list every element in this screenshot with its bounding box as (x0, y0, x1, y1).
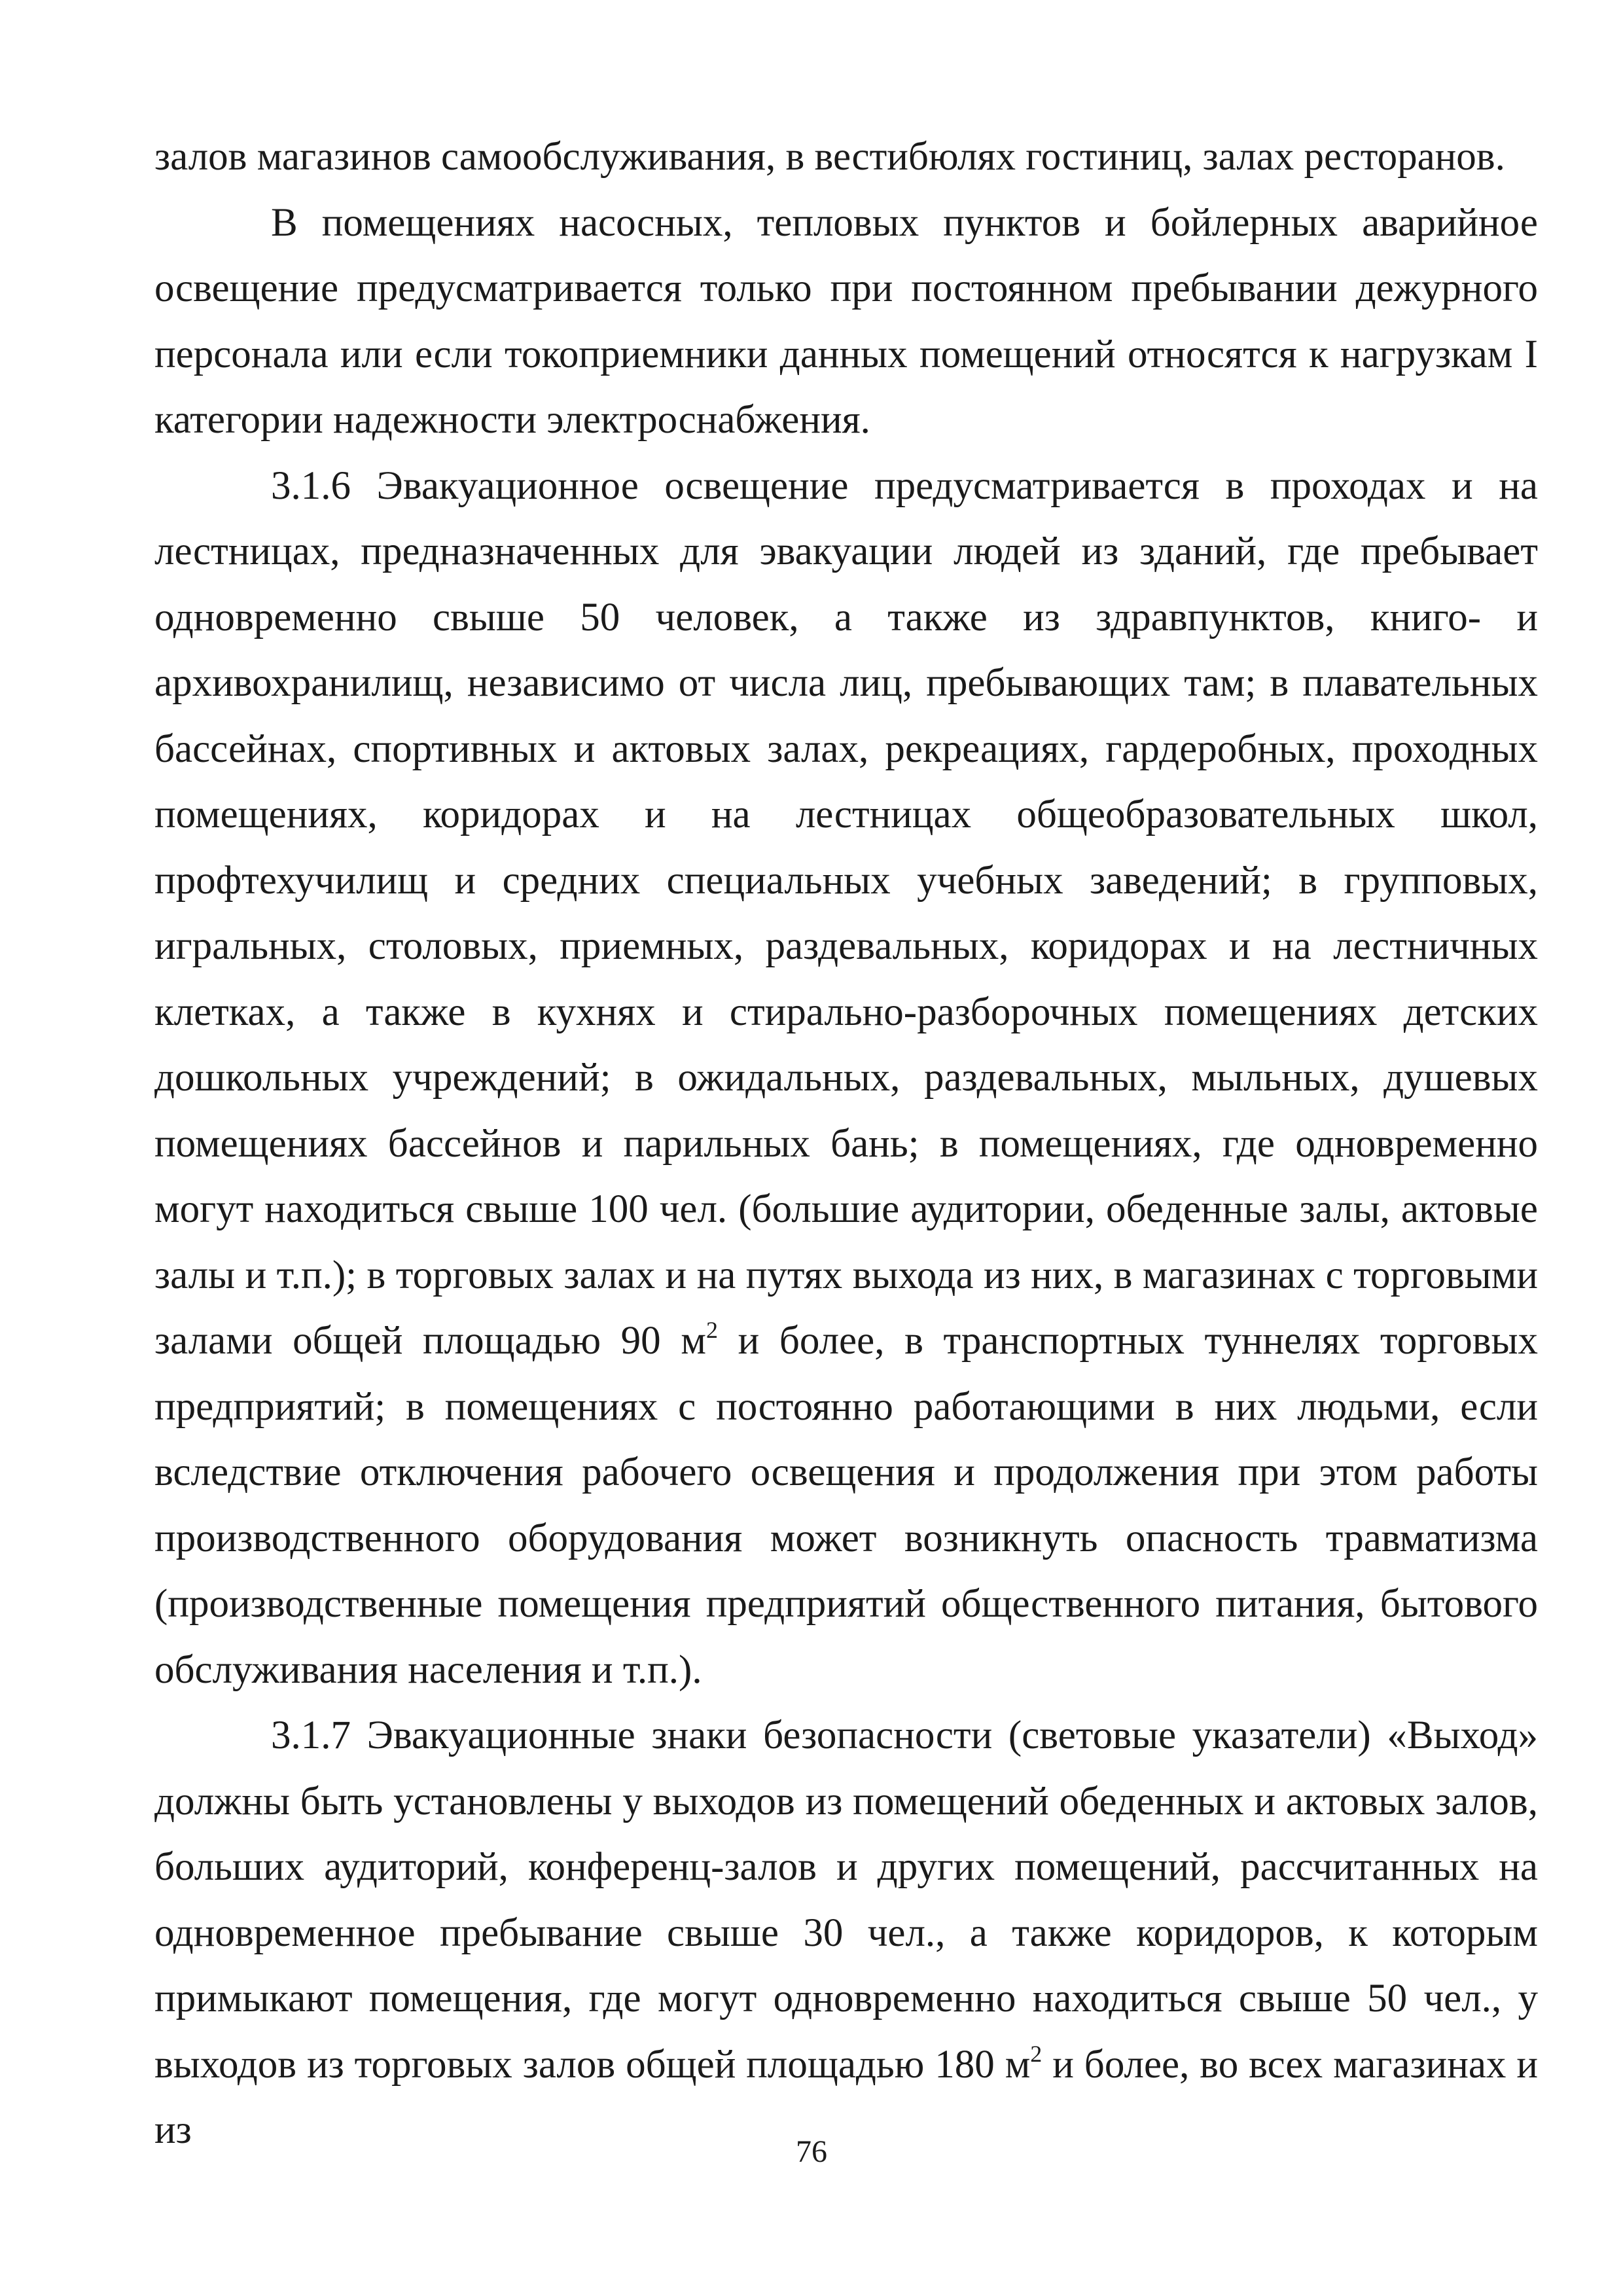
paragraph-1 (154, 124, 1538, 190)
paragraph-4-text-part-1: 3.1.7 Эвакуационные знаки безопасности (световые указатели) «Выход» должны быть установлены у выходов из помещений обеденных и актовых залов, больших аудиторий, конференц-залов и других помещений, рассчитанных на одновременное пребывание свыше 30 чел., а также коридоров, к которым примыкают помещения, где могут одновременно находиться свыше 50 чел., у выходов из торговых залов общей площадью 180 м (154, 1713, 1538, 2087)
superscript-squared: 2 (705, 1317, 718, 1343)
paragraph-3-text-part-1: 3.1.6 Эвакуационное освещение предусматривается в проходах и на лестницах, предназначенных для эвакуации людей из зданий, где пребывает одновременно свыше 50 человек, а также из здравпунктов, книго- и архивохранилищ, независимо от числа лиц, пребывающих там; в плавательных бассейнах, спортивных и актовых залах, рекреациях, гардеробных, проходных помещениях, коридорах и на лестницах общеобразовательных школ, профтехучилищ и средних специальных учебных заведений; в групповых, игральных, столовых, приемных, раздевальных, коридорах и на лестничных клетках, а также в кухнях и стирально-разборочных помещениях детских дошкольных учреждений; в ожидальных, раздевальных, мыльных, душевых помещениях бассейнов и парильных бань; в помещениях, где одновременно могут находиться свыше 100 чел. (большие аудитории, обеденные залы, актовые залы и т.п.); в торговых залах и на путях выхода из них, в магазинах с торговыми залами общей площадью 90 м (154, 463, 1538, 1363)
paragraph-1-text: залов магазинов самообслуживания, в вестибюлях гостиниц, залах ресторанов. (154, 135, 1505, 179)
page-number: 76 (796, 2134, 827, 2169)
superscript-squared: 2 (1030, 2040, 1043, 2067)
paragraph-3-1-7 (154, 1703, 1538, 2164)
paragraph-2 (154, 190, 1538, 454)
paragraph-3-text-part-2: и более, в транспортных туннелях торговых предприятий; в помещениях с постоянно работающими в них людьми, если вследствие отключения рабочего освещения и продолжения при этом работы производственного оборудования может возникнуть опасность травматизма (производственные помещения предприятий общественного питания, бытового обслуживания населения и т.п.). (154, 1319, 1538, 1692)
paragraph-2-text: В помещениях насосных, тепловых пунктов и бойлерных аварийное освещение предусматривается только при постоянном пребывании дежурного персонала или если токоприемники данных помещений относятся к нагрузкам I категории надежности электроснабжения. (154, 200, 1538, 442)
paragraph-4-text-part-2: и более, во всех магазинах и из (154, 2042, 1538, 2152)
document-page (154, 124, 1538, 2164)
paragraph-3-1-6 (154, 454, 1538, 1704)
